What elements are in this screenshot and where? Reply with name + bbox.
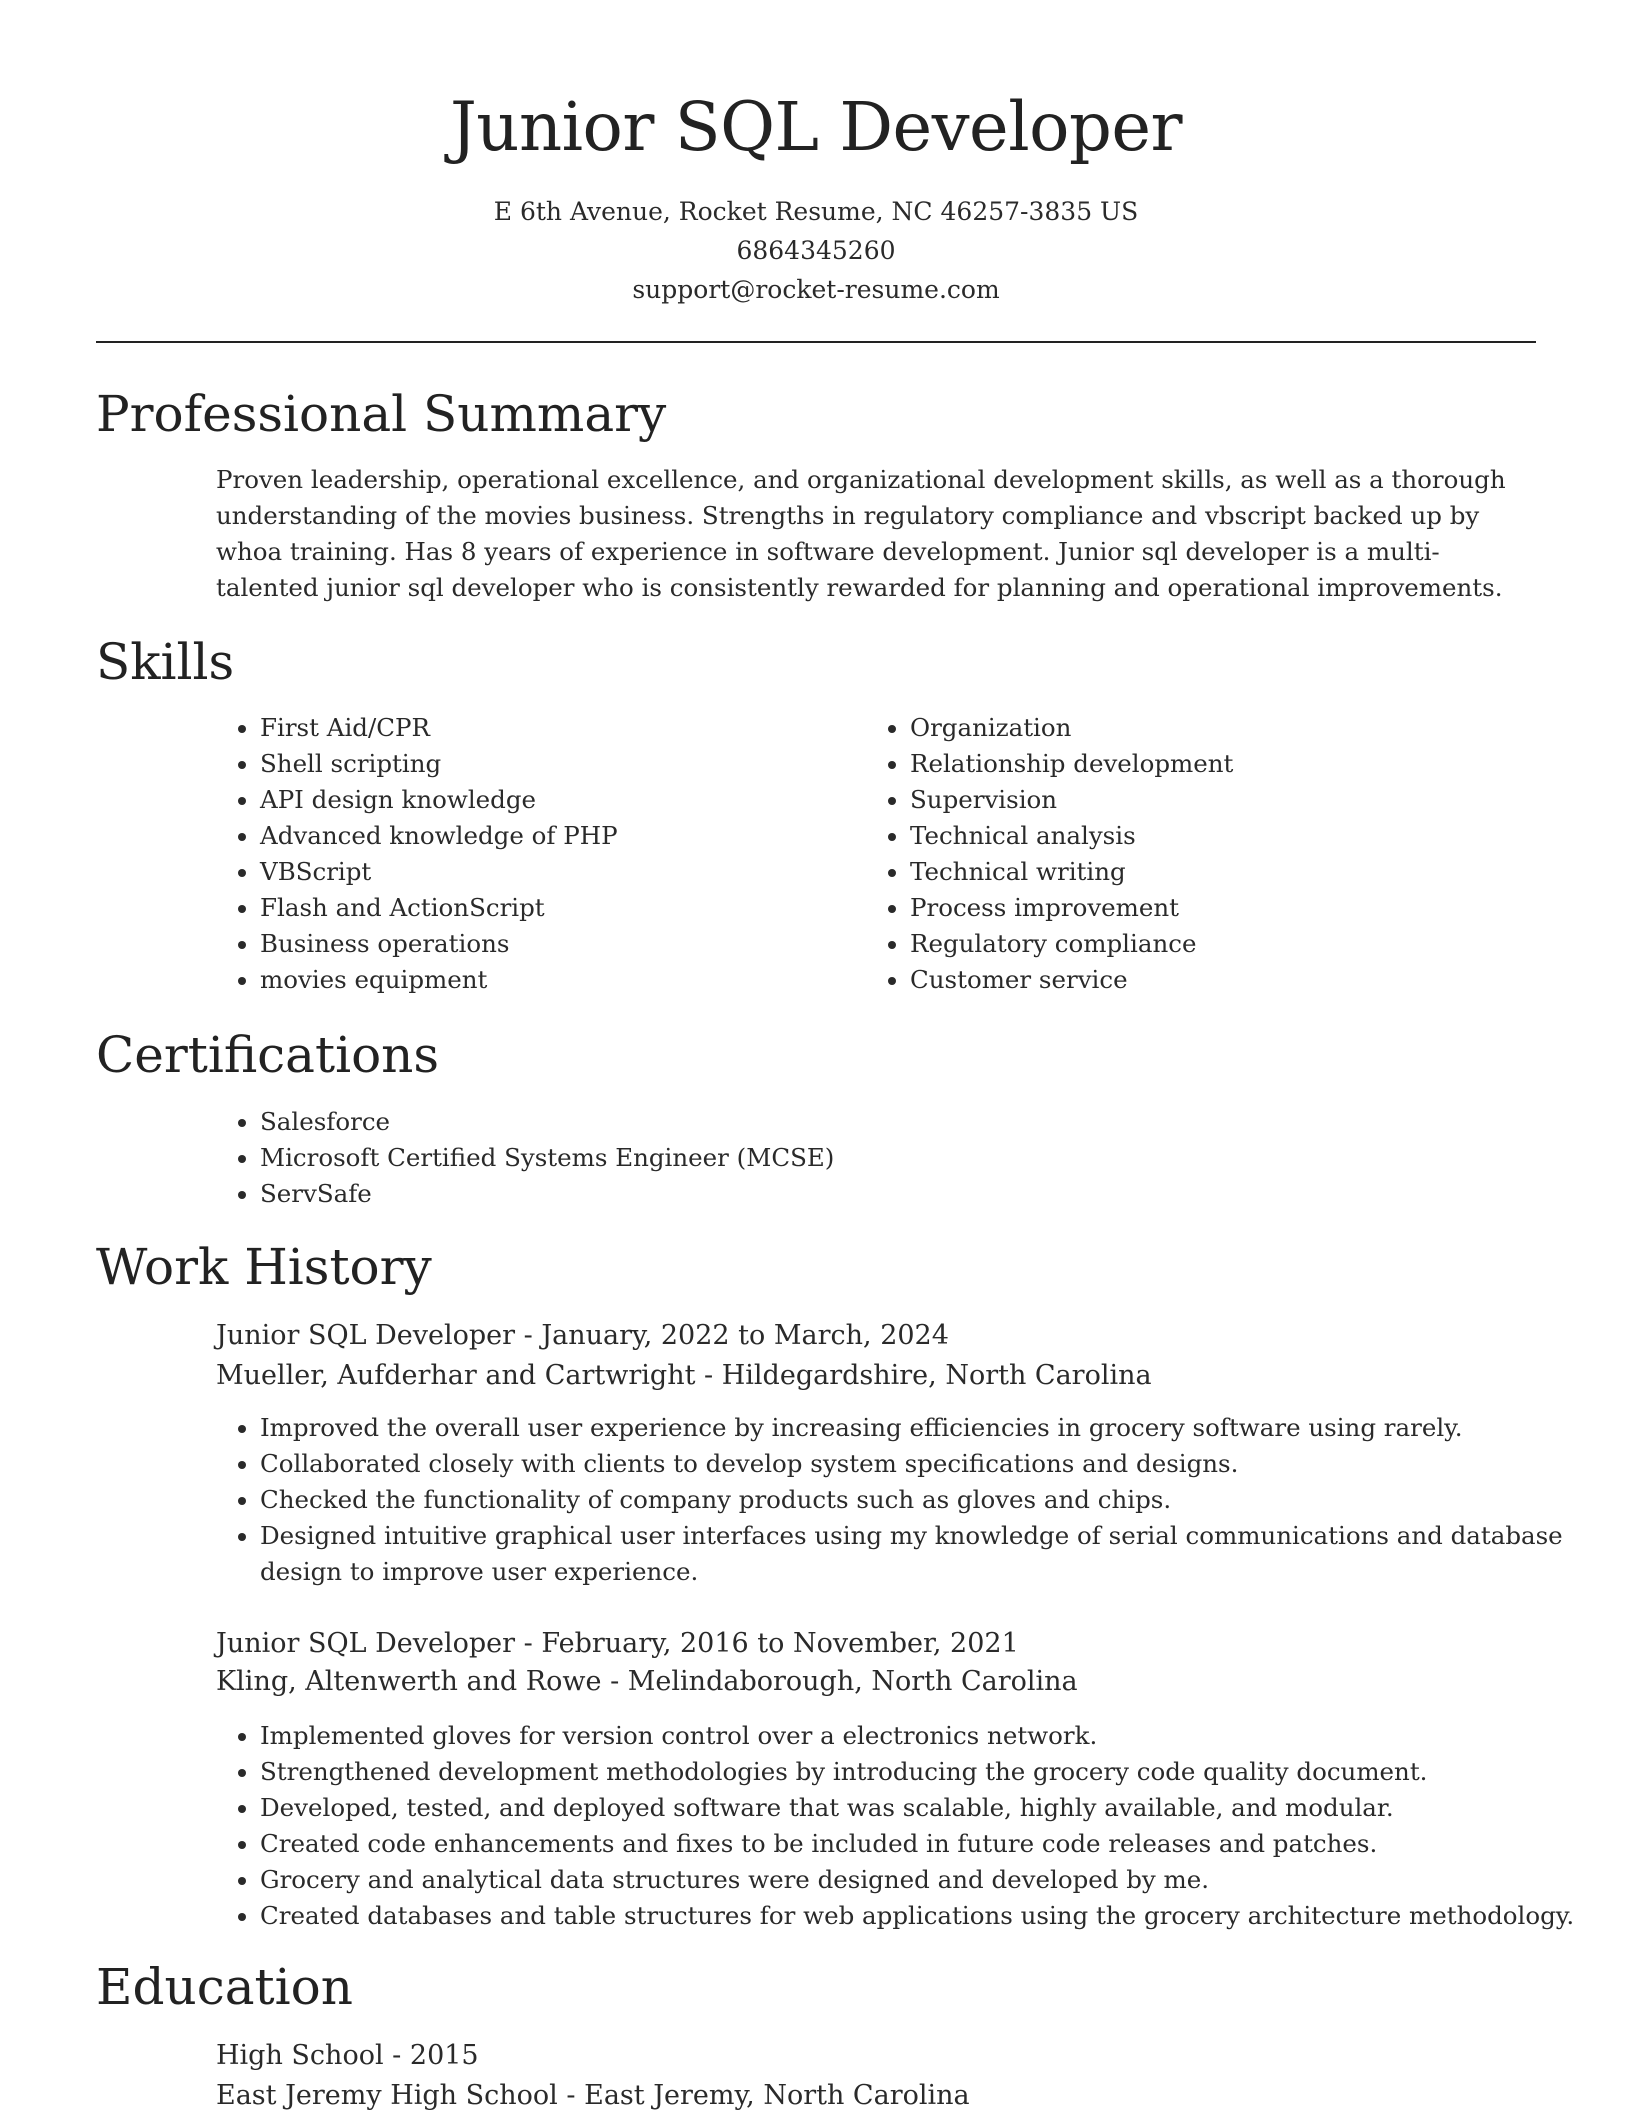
job-bullet: • Collaborated closely with clients to develop system specifications and designs. — [260, 1446, 1582, 1482]
education-school: East Jeremy High School — [216, 2080, 558, 2111]
job-bullet: • Checked the functionality of company products such as gloves and chips. — [260, 1482, 1582, 1518]
contact-phone: 6864345260 — [736, 236, 896, 265]
job-dates: January, 2022 to March, 2024 — [541, 1320, 949, 1351]
education-degree: High School — [216, 2040, 384, 2071]
education-location: East Jeremy, North Carolina — [584, 2080, 970, 2111]
job-location: Melindaborough, North Carolina — [627, 1666, 1078, 1697]
skills-list-left — [216, 710, 860, 998]
education-year: 2015 — [409, 2040, 479, 2071]
job-company: Mueller, Aufderhar and Cartwright — [216, 1360, 696, 1391]
job-bullets — [216, 1410, 1582, 1590]
job-title-line — [216, 1624, 1019, 1663]
skill-item: • VBScript — [260, 854, 860, 890]
skill-item: • Organization — [910, 710, 1510, 746]
job-role: Junior SQL Developer — [216, 1320, 516, 1351]
separator: - — [515, 1628, 542, 1659]
skills-list-right — [866, 710, 1510, 998]
skill-item: • Regulatory compliance — [910, 926, 1510, 962]
education-degree-line — [216, 2036, 479, 2075]
certification-item: • Microsoft Certified Systems Engineer (MCSE) — [260, 1140, 1560, 1176]
separator: - — [557, 2080, 585, 2111]
skills-heading: Skills — [96, 633, 235, 691]
summary-text: Proven leadership, operational excellence, and organizational development skills, as well as a thorough understanding of the movies business. Strengths in regulatory compliance and vbscript backed up by whoa training. Has 8 years of experience in software development. Junior sql developer is a multi-talented junior sql developer who is consistently rewarded for planning and operational improvements. — [216, 465, 1506, 602]
skill-item: • Flash and ActionScript — [260, 890, 860, 926]
skill-item: • Customer service — [910, 962, 1510, 998]
certifications-list — [216, 1104, 1560, 1212]
job-company-line — [216, 1356, 1152, 1395]
education-heading: Education — [96, 1958, 353, 2016]
skill-item: • movies equipment — [260, 962, 860, 998]
job-bullet: • Created code enhancements and fixes to be included in future code releases and patches. — [260, 1826, 1582, 1862]
job-bullet: • Improved the overall user experience by increasing efficiencies in grocery software using rarely. — [260, 1410, 1582, 1446]
contact-email: support@rocket-resume.com — [632, 275, 1000, 304]
separator: - — [695, 1360, 722, 1391]
job-dates: February, 2016 to November, 2021 — [541, 1628, 1019, 1659]
job-role: Junior SQL Developer — [216, 1628, 516, 1659]
skill-item: • Advanced knowledge of PHP — [260, 818, 860, 854]
skill-item: • First Aid/CPR — [260, 710, 860, 746]
job-bullet: • Strengthened development methodologies by introducing the grocery code quality document. — [260, 1754, 1582, 1790]
job-bullets — [216, 1718, 1582, 1934]
job-company-line — [216, 1662, 1078, 1701]
skill-item: • Relationship development — [910, 746, 1510, 782]
summary-heading: Professional Summary — [96, 385, 667, 443]
skill-item: • Supervision — [910, 782, 1510, 818]
job-bullet: • Developed, tested, and deployed software that was scalable, highly available, and modular. — [260, 1790, 1582, 1826]
certification-item: • ServSafe — [260, 1176, 1560, 1212]
job-bullet: • Designed intuitive graphical user interfaces using my knowledge of serial communications and database design to improve user experience. — [260, 1518, 1582, 1590]
skill-item: • Shell scripting — [260, 746, 860, 782]
skill-item: • API design knowledge — [260, 782, 860, 818]
header-divider — [96, 341, 1536, 343]
certification-item: • Salesforce — [260, 1104, 1560, 1140]
work-history-heading: Work History — [96, 1238, 432, 1296]
candidate-name: Junior SQL Developer — [449, 88, 1183, 166]
education-school-line — [216, 2076, 970, 2115]
skill-item: • Business operations — [260, 926, 860, 962]
job-location: Hildegardshire, North Carolina — [721, 1360, 1152, 1391]
job-bullet: • Grocery and analytical data structures were designed and developed by me. — [260, 1862, 1582, 1898]
separator: - — [383, 2040, 410, 2071]
job-bullet: • Implemented gloves for version control over a electronics network. — [260, 1718, 1582, 1754]
certifications-heading: Certifications — [96, 1026, 440, 1084]
job-title-line — [216, 1316, 949, 1355]
job-bullet: • Created databases and table structures for web applications using the grocery architecture methodology. — [260, 1898, 1582, 1934]
separator: - — [515, 1320, 542, 1351]
job-company: Kling, Altenwerth and Rowe — [216, 1666, 602, 1697]
resume-header — [96, 84, 1536, 309]
contact-address: E 6th Avenue, Rocket Resume, NC 46257-3835 US — [493, 197, 1139, 226]
separator: - — [601, 1666, 628, 1697]
skill-item: • Technical analysis — [910, 818, 1510, 854]
skill-item: • Technical writing — [910, 854, 1510, 890]
skill-item: • Process improvement — [910, 890, 1510, 926]
